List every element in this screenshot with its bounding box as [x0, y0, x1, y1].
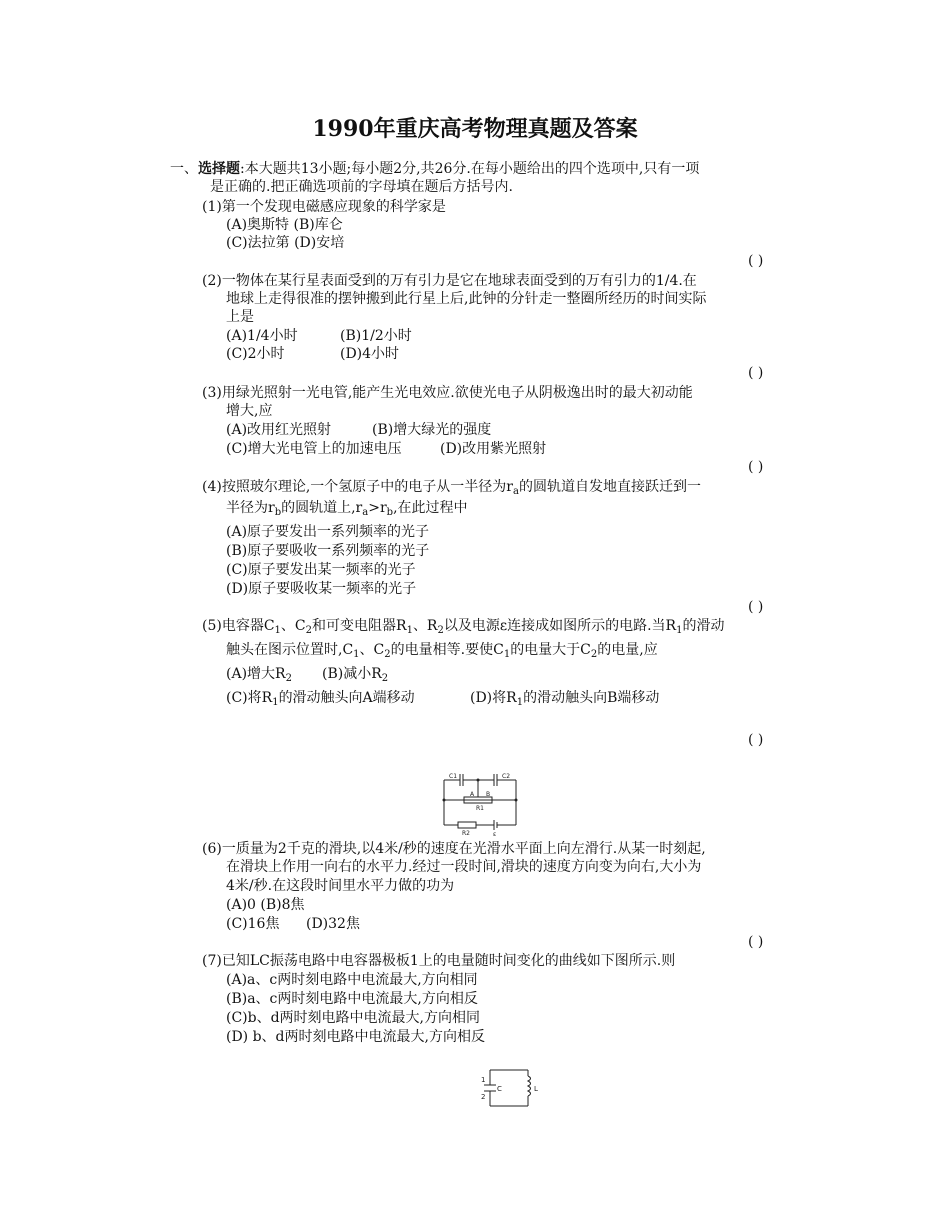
q2-option-b: (B)1/2小时 [340, 328, 412, 344]
label-c1: C1 [449, 773, 458, 780]
label-plate-2: 2 [481, 1093, 486, 1101]
q3-option-d: (D)改用紫光照射 [440, 441, 547, 457]
q2-option-d: (D)4小时 [340, 346, 400, 362]
q6-stem-1: (6)一质量为2千克的滑块,以4米/秒的速度在光滑水平面上向左滑行.从某一时刻起, [202, 841, 706, 857]
section-number: 一、 [170, 161, 198, 177]
q5-text: 的滑动触头向A端移动 [278, 690, 415, 706]
label-b: B [486, 791, 491, 798]
q5-text: 的滑动触头向B端移动 [523, 690, 660, 706]
section-intro-line-2: 是正确的.把正确选项前的字母填在题后方括号内. [210, 179, 513, 195]
q4-subscript: a [512, 486, 519, 497]
q4-option-a: (A)原子要发出一系列频率的光子 [226, 524, 430, 540]
label-plate-1: 1 [481, 1076, 486, 1084]
q7-lc-circuit-figure [478, 1066, 540, 1110]
q5-subscript: 2 [590, 649, 598, 660]
q5-text: (B)减小R [322, 666, 382, 682]
q5-subscript: 1 [274, 625, 281, 636]
q4-option-c: (C)原子要发出某一频率的光子 [226, 562, 416, 578]
q3-answer-bracket: ( ) [748, 459, 764, 475]
q5-subscript: 2 [437, 625, 444, 636]
q3-option-c: (C)增大光电管上的加速电压 [226, 441, 402, 457]
q5-text: 的电量相等.要使C [390, 642, 504, 658]
q7-stem: (7)已知LC振荡电路中电容器极板1上的电量随时间变化的曲线如下图所示.则 [202, 953, 676, 969]
q4-stem-2 [226, 499, 468, 517]
q5-text: 以及电源ε连接成如图所示的电路.当R [443, 618, 677, 634]
q5-text: 的电量大于C [510, 642, 591, 658]
q2-stem-2: 地球上走得很准的摆钟搬到此行星上后,此钟的分针走一整圈所经历的时间实际 [226, 291, 707, 307]
q7-option-d: (D) b、d两时刻电路中电流最大,方向相反 [226, 1029, 485, 1045]
q2-option-c: (C)2小时 [226, 346, 285, 362]
q5-option-a [226, 665, 292, 683]
q5-option-c [226, 689, 415, 707]
q5-text: 和可变电阻器R [312, 618, 407, 634]
label-a: A [470, 791, 475, 798]
q3-stem-1: (3)用绿光照射一光电管,能产生光电效应.欲使光电子从阴极逸出时的最大初动能 [202, 385, 693, 401]
label-capacitor: C [497, 1085, 502, 1093]
q5-circuit-figure [436, 770, 520, 836]
section-intro-line-1 [170, 160, 699, 178]
q4-text: >r [368, 500, 387, 516]
q5-subscript: 2 [305, 625, 313, 636]
q5-text: (D)将R [470, 690, 517, 706]
q4-text: 的圆轨道自发地直接跃迁到一 [518, 479, 701, 495]
q5-option-d [470, 689, 659, 707]
q1-options-cd: (C)法拉第 (D)安培 [226, 235, 345, 251]
q4-text: ,在此过程中 [393, 500, 468, 516]
q5-subscript: 1 [406, 625, 413, 636]
section-heading: 选择题 [198, 161, 240, 177]
q4-text: 的圆轨道上,r [281, 500, 363, 516]
q5-subscript: 1 [516, 697, 524, 708]
label-r1: R1 [476, 805, 484, 812]
q5-subscript: 1 [272, 697, 279, 708]
q6-answer-bracket: ( ) [748, 934, 764, 950]
q1-answer-bracket: ( ) [748, 253, 764, 269]
q2-answer-bracket: ( ) [748, 365, 764, 381]
q4-subscript: b [386, 507, 394, 518]
q7-option-c: (C)b、d两时刻电路中电流最大,方向相同 [226, 1010, 481, 1026]
q5-text: 的滑动 [682, 618, 725, 634]
q5-text: (C)将R [226, 690, 273, 706]
q5-text: (5)电容器C [202, 618, 275, 634]
q6-options-ab: (A)0 (B)8焦 [226, 897, 305, 913]
q5-text: 、C [359, 642, 385, 658]
label-eps: ε [493, 831, 497, 836]
q5-stem-1 [202, 617, 724, 635]
q7-option-a: (A)a、c两时刻电路中电流最大,方向相同 [226, 972, 478, 988]
q5-text: 触头在图示位置时,C [226, 642, 354, 658]
label-inductor: L [534, 1085, 538, 1093]
q5-subscript: 1 [353, 649, 360, 660]
q5-subscript: 2 [384, 649, 391, 660]
q6-option-d: (D)32焦 [306, 916, 360, 932]
q3-stem-2: 增大,应 [226, 403, 273, 419]
q7-option-b: (B)a、c两时刻电路中电流最大,方向相反 [226, 991, 478, 1007]
q5-stem-2 [226, 641, 658, 659]
q4-stem-1 [202, 478, 701, 496]
q4-subscript: b [274, 507, 282, 518]
q2-stem-3: 上是 [226, 309, 254, 325]
q6-stem-3: 4米/秒.在这段时间里水平力做的功为 [226, 878, 455, 894]
page-title: 1990年重庆高考物理真题及答案 [312, 116, 638, 142]
q2-stem-1: (2)一物体在某行星表面受到的万有引力是它在地球表面受到的万有引力的1/4.在 [202, 273, 697, 289]
q3-option-a: (A)改用红光照射 [226, 422, 332, 438]
q4-option-d: (D)原子要吸收某一频率的光子 [226, 581, 417, 597]
q5-subscript: 2 [285, 673, 292, 684]
q5-text: 、C [280, 618, 306, 634]
q4-option-b: (B)原子要吸收一系列频率的光子 [226, 543, 430, 559]
q5-text: (A)增大R [226, 666, 286, 682]
q5-option-b [322, 665, 388, 683]
q5-subscript: 1 [676, 625, 683, 636]
q5-text: 、R [412, 618, 438, 634]
q4-answer-bracket: ( ) [748, 599, 764, 615]
q5-answer-bracket: ( ) [748, 732, 764, 748]
q3-option-b: (B)增大绿光的强度 [372, 422, 492, 438]
q4-text: 半径为r [226, 500, 275, 516]
q5-subscript: 2 [381, 673, 389, 684]
q6-stem-2: 在滑块上作用一向右的水平力.经过一段时间,滑块的速度方向变为向右,大小为 [226, 859, 702, 875]
q2-option-a: (A)1/4小时 [226, 328, 298, 344]
q1-options-ab: (A)奥斯特 (B)库仑 [226, 217, 343, 233]
q1-stem: (1)第一个发现电磁感应现象的科学家是 [202, 199, 446, 215]
q6-option-c: (C)16焦 [226, 916, 280, 932]
label-c2: C2 [502, 773, 511, 780]
section-instruction: :本大题共13小题;每小题2分,共26分.在每小题给出的四个选项中,只有一项 [240, 161, 700, 177]
q5-subscript: 1 [503, 649, 511, 660]
q4-text: (4)按照玻尔理论,一个氢原子中的电子从一半径为r [202, 479, 513, 495]
label-r2: R2 [462, 830, 470, 836]
q4-subscript: a [362, 507, 369, 518]
q5-text: 的电量,应 [597, 642, 658, 658]
